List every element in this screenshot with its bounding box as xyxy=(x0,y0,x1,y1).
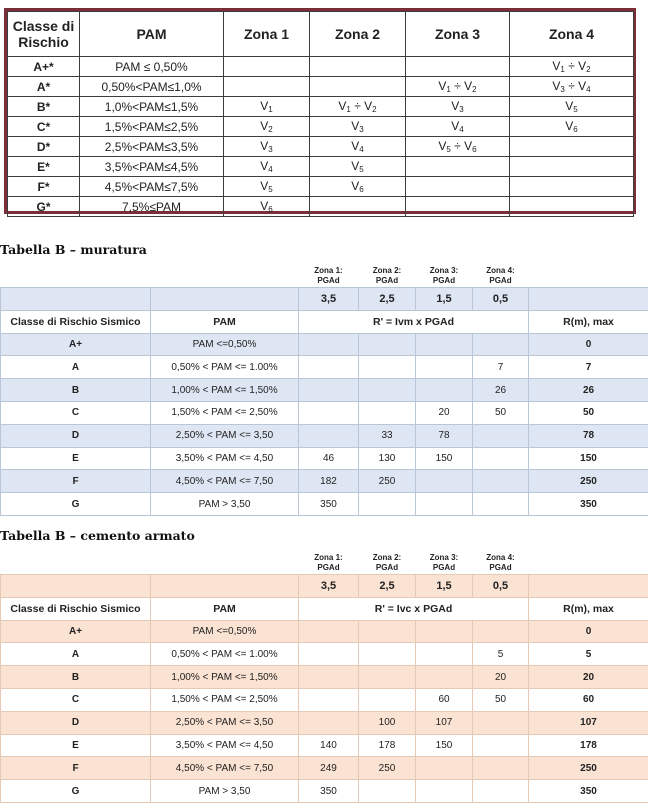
zone-1-cell: $V_5$ xyxy=(224,177,310,197)
table-row xyxy=(1,780,648,803)
zone-2-label: Zona 2: PGAd xyxy=(359,256,416,288)
zone-3-value xyxy=(416,780,473,803)
header-risk-class: Classe di Rischio Sismico xyxy=(1,310,151,333)
zone-1-value xyxy=(299,643,359,666)
zone-1-value: 350 xyxy=(299,780,359,803)
risk-class-cell: E xyxy=(1,447,151,470)
risk-class-cell: A+* xyxy=(8,57,80,77)
zone-4-value: 7 xyxy=(473,356,529,379)
blank-cell xyxy=(529,288,648,311)
zone-3-value xyxy=(416,379,473,402)
header-zone-4: Zona 4 xyxy=(510,12,634,57)
header-formula: R' = Ivc x PGAd xyxy=(299,597,529,620)
r-max-cell: 250 xyxy=(529,757,648,780)
pgad-value-2: 2,5 xyxy=(359,288,416,311)
zone-4-value xyxy=(473,470,529,493)
pgad-row xyxy=(1,575,648,598)
pam-cell: 3,50% < PAM <= 4,50 xyxy=(151,447,299,470)
zone-2-value xyxy=(359,780,416,803)
zone-1-cell: $V_4$ xyxy=(224,157,310,177)
header-zone-1: Zona 1 xyxy=(224,12,310,57)
pam-cell: PAM <=0,50% xyxy=(151,333,299,356)
table-row xyxy=(1,379,648,402)
zone-3-cell: $V_3$ xyxy=(406,97,510,117)
risk-class-grid xyxy=(7,11,634,217)
r-max-cell: 5 xyxy=(529,643,648,666)
zone-4-value: 26 xyxy=(473,379,529,402)
zone-3-cell xyxy=(406,177,510,197)
zone-2-label: Zona 2: PGAd xyxy=(359,543,416,575)
zone-3-value: 20 xyxy=(416,401,473,424)
zone-3-value xyxy=(416,356,473,379)
zone-4-value: 20 xyxy=(473,666,529,689)
zone-4-value xyxy=(473,493,529,516)
zone-3-value xyxy=(416,643,473,666)
zone-3-value: 150 xyxy=(416,734,473,757)
header-risk-class: Classe di Rischio xyxy=(8,12,80,57)
zone-4-cell: $V_5$ xyxy=(510,97,634,117)
zone-1-value xyxy=(299,424,359,447)
r-max-cell: 50 xyxy=(529,401,648,424)
r-max-cell: 60 xyxy=(529,688,648,711)
pam-cell: 4,50% < PAM <= 7,50 xyxy=(151,757,299,780)
risk-class-cell: D* xyxy=(8,137,80,157)
zone-3-value xyxy=(416,470,473,493)
zone-2-value xyxy=(359,688,416,711)
risk-class-cell: E xyxy=(1,734,151,757)
header-zone-3: Zona 3 xyxy=(406,12,510,57)
pam-cell: 0,50%<PAM≤1,0% xyxy=(80,77,224,97)
risk-class-cell: C* xyxy=(8,117,80,137)
zone-4-cell xyxy=(510,137,634,157)
zone-3-cell xyxy=(406,157,510,177)
risk-class-cell: D xyxy=(1,711,151,734)
risk-class-cell: B xyxy=(1,379,151,402)
pgad-value-1: 3,5 xyxy=(299,575,359,598)
zone-header-row xyxy=(1,256,648,288)
zone-4-cell xyxy=(510,197,634,217)
zone-3-value xyxy=(416,757,473,780)
zone-2-cell: $V_6$ xyxy=(310,177,406,197)
header-pam: PAM xyxy=(151,597,299,620)
section-title-muratura: Tabella B – muratura xyxy=(0,242,147,257)
table-row xyxy=(1,470,648,493)
zone-4-cell xyxy=(510,177,634,197)
zone-2-cell xyxy=(310,77,406,97)
zone-1-label: Zona 1: PGAd xyxy=(299,256,359,288)
blank-cell xyxy=(151,543,299,575)
risk-class-cell: G xyxy=(1,780,151,803)
r-max-cell: 178 xyxy=(529,734,648,757)
pam-cell: 2,50% < PAM <= 3,50 xyxy=(151,711,299,734)
zone-2-cell: $V_5$ xyxy=(310,157,406,177)
zone-2-value xyxy=(359,379,416,402)
risk-class-cell: A+ xyxy=(1,620,151,643)
blank-cell xyxy=(1,543,151,575)
risk-class-cell: A xyxy=(1,643,151,666)
header-r-max: R(m), max xyxy=(529,597,648,620)
pam-cell: 7,5%≤PAM xyxy=(80,197,224,217)
table-row xyxy=(1,401,648,424)
zone-4-value xyxy=(473,424,529,447)
risk-class-cell: B xyxy=(1,666,151,689)
header-r-max: R(m), max xyxy=(529,310,648,333)
zone-4-value: 50 xyxy=(473,401,529,424)
blank-cell xyxy=(151,256,299,288)
risk-class-cell: A xyxy=(1,356,151,379)
risk-class-cell: A+ xyxy=(1,333,151,356)
zone-2-value xyxy=(359,401,416,424)
table-row xyxy=(8,157,634,177)
zone-1-cell xyxy=(224,77,310,97)
zone-1-value xyxy=(299,711,359,734)
pgad-value-4: 0,5 xyxy=(473,575,529,598)
pgad-value-4: 0,5 xyxy=(473,288,529,311)
zone-3-cell: $V_5 \div V_6$ xyxy=(406,137,510,157)
r-max-cell: 78 xyxy=(529,424,648,447)
zone-2-value: 178 xyxy=(359,734,416,757)
zone-2-cell: $V_3$ xyxy=(310,117,406,137)
pgad-row xyxy=(1,288,648,311)
pam-cell: 1,00% < PAM <= 1,50% xyxy=(151,379,299,402)
zone-2-value xyxy=(359,356,416,379)
zone-2-cell: $V_1 \div V_2$ xyxy=(310,97,406,117)
muratura-grid xyxy=(0,256,648,516)
pgad-value-3: 1,5 xyxy=(416,288,473,311)
zone-3-cell xyxy=(406,57,510,77)
zone-4-value xyxy=(473,711,529,734)
r-max-cell: 250 xyxy=(529,470,648,493)
zone-3-cell: $V_4$ xyxy=(406,117,510,137)
pam-cell: 4,5%<PAM≤7,5% xyxy=(80,177,224,197)
zone-1-value: 182 xyxy=(299,470,359,493)
pam-cell: PAM > 3,50 xyxy=(151,780,299,803)
zone-1-cell xyxy=(224,57,310,77)
blank-cell xyxy=(529,256,648,288)
table-row xyxy=(1,666,648,689)
zone-3-value: 150 xyxy=(416,447,473,470)
risk-class-cell: F* xyxy=(8,177,80,197)
pam-cell: PAM <=0,50% xyxy=(151,620,299,643)
section-title-cemento-armato: Tabella B – cemento armato xyxy=(0,528,195,543)
header-zone-2: Zona 2 xyxy=(310,12,406,57)
r-max-cell: 26 xyxy=(529,379,648,402)
pam-cell: PAM > 3,50 xyxy=(151,493,299,516)
pam-cell: 1,5%<PAM≤2,5% xyxy=(80,117,224,137)
table-row xyxy=(8,77,634,97)
r-max-cell: 7 xyxy=(529,356,648,379)
blank-cell xyxy=(529,575,648,598)
zone-2-cell xyxy=(310,57,406,77)
zone-2-value: 250 xyxy=(359,757,416,780)
zone-2-value: 130 xyxy=(359,447,416,470)
header-formula: R' = Ivm x PGAd xyxy=(299,310,529,333)
table-row xyxy=(8,137,634,157)
blank-cell xyxy=(529,543,648,575)
zone-4-cell: $V_1 \div V_2$ xyxy=(510,57,634,77)
zone-4-cell: $V_3 \div V_4$ xyxy=(510,77,634,97)
table-row xyxy=(8,97,634,117)
pam-cell: 4,50% < PAM <= 7,50 xyxy=(151,470,299,493)
muratura-table xyxy=(0,256,648,516)
header-risk-class: Classe di Rischio Sismico xyxy=(1,597,151,620)
r-max-cell: 350 xyxy=(529,493,648,516)
pam-cell: 3,50% < PAM <= 4,50 xyxy=(151,734,299,757)
zone-1-value xyxy=(299,688,359,711)
blank-cell xyxy=(1,575,151,598)
risk-class-cell: C xyxy=(1,688,151,711)
table-row xyxy=(1,447,648,470)
zone-3-cell xyxy=(406,197,510,217)
zone-3-value xyxy=(416,333,473,356)
risk-class-cell: G* xyxy=(8,197,80,217)
risk-class-cell: C xyxy=(1,401,151,424)
zone-1-value xyxy=(299,356,359,379)
zone-1-value: 350 xyxy=(299,493,359,516)
table-header-row xyxy=(1,597,648,620)
zone-2-value: 100 xyxy=(359,711,416,734)
zone-2-value: 250 xyxy=(359,470,416,493)
r-max-cell: 0 xyxy=(529,333,648,356)
zone-4-value xyxy=(473,620,529,643)
pam-cell: 0,50% < PAM <= 1.00% xyxy=(151,643,299,666)
zone-2-value xyxy=(359,333,416,356)
table-row xyxy=(1,424,648,447)
r-max-cell: 20 xyxy=(529,666,648,689)
zone-1-cell: $V_3$ xyxy=(224,137,310,157)
r-max-cell: 350 xyxy=(529,780,648,803)
blank-cell xyxy=(151,575,299,598)
zone-3-cell: $V_1 \div V_2$ xyxy=(406,77,510,97)
zone-2-value xyxy=(359,620,416,643)
header-pam: PAM xyxy=(80,12,224,57)
table-row xyxy=(8,57,634,77)
table-row xyxy=(1,356,648,379)
zone-4-value xyxy=(473,333,529,356)
zone-4-value xyxy=(473,447,529,470)
zone-1-value xyxy=(299,401,359,424)
blank-cell xyxy=(1,288,151,311)
table-row xyxy=(8,197,634,217)
pam-cell: 2,50% < PAM <= 3,50 xyxy=(151,424,299,447)
pam-cell: 3,5%<PAM≤4,5% xyxy=(80,157,224,177)
table-header-row xyxy=(8,12,634,57)
zone-3-value xyxy=(416,493,473,516)
pam-cell: 1,50% < PAM <= 2,50% xyxy=(151,688,299,711)
zone-4-label: Zona 4: PGAd xyxy=(473,543,529,575)
r-max-cell: 107 xyxy=(529,711,648,734)
pgad-value-3: 1,5 xyxy=(416,575,473,598)
table-row xyxy=(1,493,648,516)
blank-cell xyxy=(1,256,151,288)
header-pam: PAM xyxy=(151,310,299,333)
zone-4-value xyxy=(473,780,529,803)
zone-2-cell: $V_4$ xyxy=(310,137,406,157)
pgad-value-1: 3,5 xyxy=(299,288,359,311)
zone-3-value: 60 xyxy=(416,688,473,711)
table-row xyxy=(1,757,648,780)
zone-1-value: 46 xyxy=(299,447,359,470)
pam-cell: PAM ≤ 0,50% xyxy=(80,57,224,77)
zone-1-value: 140 xyxy=(299,734,359,757)
table-row xyxy=(1,688,648,711)
zone-2-cell xyxy=(310,197,406,217)
zone-3-value xyxy=(416,620,473,643)
pam-cell: 1,00% < PAM <= 1,50% xyxy=(151,666,299,689)
zone-1-value xyxy=(299,379,359,402)
zone-header-row xyxy=(1,543,648,575)
zone-2-value: 33 xyxy=(359,424,416,447)
risk-class-cell: F xyxy=(1,470,151,493)
zone-1-value xyxy=(299,666,359,689)
table-row xyxy=(1,333,648,356)
zone-4-value: 50 xyxy=(473,688,529,711)
zone-1-value: 249 xyxy=(299,757,359,780)
table-row xyxy=(1,643,648,666)
risk-class-cell: A* xyxy=(8,77,80,97)
zone-3-label: Zona 3: PGAd xyxy=(416,543,473,575)
blank-cell xyxy=(151,288,299,311)
zone-2-value xyxy=(359,666,416,689)
table-row xyxy=(8,177,634,197)
risk-class-cell: E* xyxy=(8,157,80,177)
risk-class-cell: G xyxy=(1,493,151,516)
zone-4-value xyxy=(473,757,529,780)
zone-4-cell xyxy=(510,157,634,177)
pam-cell: 2,5%<PAM≤3,5% xyxy=(80,137,224,157)
zone-4-value: 5 xyxy=(473,643,529,666)
table-row xyxy=(1,711,648,734)
zone-1-cell: $V_2$ xyxy=(224,117,310,137)
risk-class-cell: B* xyxy=(8,97,80,117)
zone-3-value: 107 xyxy=(416,711,473,734)
zone-4-label: Zona 4: PGAd xyxy=(473,256,529,288)
zone-3-value xyxy=(416,666,473,689)
risk-class-cell: F xyxy=(1,757,151,780)
pam-cell: 1,50% < PAM <= 2,50% xyxy=(151,401,299,424)
zone-1-cell: $V_1$ xyxy=(224,97,310,117)
table-row xyxy=(1,620,648,643)
table-header-row xyxy=(1,310,648,333)
pgad-value-2: 2,5 xyxy=(359,575,416,598)
zone-1-value xyxy=(299,333,359,356)
zone-2-value xyxy=(359,493,416,516)
zone-2-value xyxy=(359,643,416,666)
zone-1-value xyxy=(299,620,359,643)
pam-cell: 0,50% < PAM <= 1.00% xyxy=(151,356,299,379)
risk-class-cell: D xyxy=(1,424,151,447)
table-row xyxy=(8,117,634,137)
zone-4-cell: $V_6$ xyxy=(510,117,634,137)
table-row xyxy=(1,734,648,757)
zone-4-value xyxy=(473,734,529,757)
cemento-armato-grid xyxy=(0,543,648,803)
zone-1-label: Zona 1: PGAd xyxy=(299,543,359,575)
r-max-cell: 0 xyxy=(529,620,648,643)
risk-class-table xyxy=(4,8,636,214)
cemento-armato-table xyxy=(0,543,648,803)
pam-cell: 1,0%<PAM≤1,5% xyxy=(80,97,224,117)
zone-3-label: Zona 3: PGAd xyxy=(416,256,473,288)
r-max-cell: 150 xyxy=(529,447,648,470)
zone-3-value: 78 xyxy=(416,424,473,447)
zone-1-cell: $V_6$ xyxy=(224,197,310,217)
